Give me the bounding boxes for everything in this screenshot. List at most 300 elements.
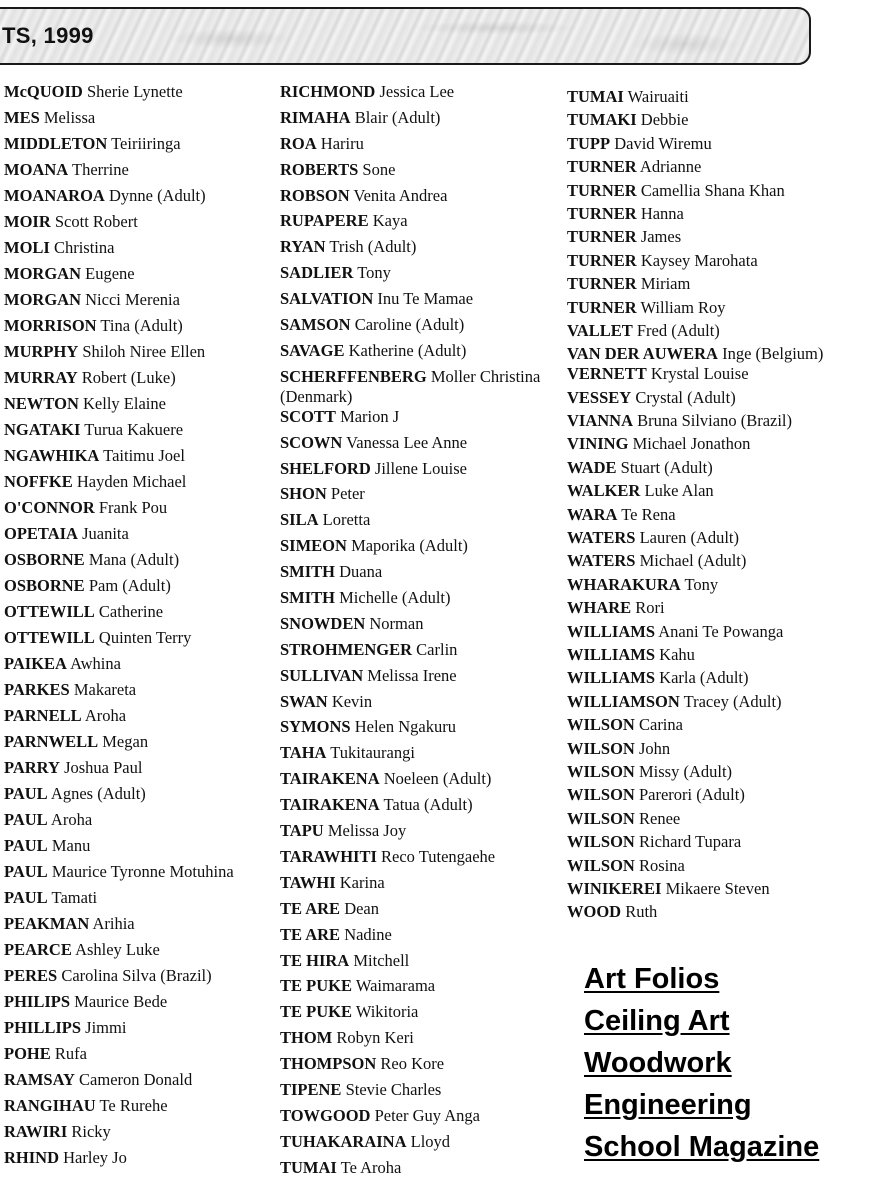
given-names: Taitimu Joel bbox=[103, 446, 185, 465]
surname: WILSON bbox=[567, 832, 635, 852]
name-entry bbox=[280, 367, 562, 407]
surname: SCHERFFENBERG bbox=[280, 366, 427, 386]
surname: MURPHY bbox=[4, 342, 79, 361]
given-names: Hariru bbox=[320, 133, 364, 153]
given-names: Wikitoria bbox=[355, 1002, 419, 1022]
surname: PAIKEA bbox=[4, 654, 67, 673]
given-names: Michael Jonathon bbox=[632, 434, 751, 454]
surname: RAMSAY bbox=[4, 1070, 75, 1089]
surname: PAUL bbox=[4, 862, 48, 881]
name-entry bbox=[567, 388, 885, 411]
given-names: Sone bbox=[362, 159, 396, 179]
name-entry bbox=[280, 211, 562, 237]
surname: TURNER bbox=[567, 227, 637, 247]
surname: TE PUKE bbox=[280, 1002, 352, 1022]
given-names: Blair (Adult) bbox=[354, 107, 441, 127]
surname: SYMONS bbox=[280, 717, 351, 737]
surname: PAUL bbox=[4, 836, 48, 855]
given-names: Reco Tutengaehe bbox=[381, 846, 496, 866]
given-names: Missy (Adult) bbox=[638, 761, 733, 781]
given-names: Maurice Bede bbox=[74, 992, 168, 1011]
name-entry bbox=[567, 879, 885, 902]
surname: SIMEON bbox=[280, 536, 347, 556]
given-names: Marion J bbox=[340, 406, 400, 426]
surname: RAWIRI bbox=[4, 1122, 68, 1141]
surname: SHELFORD bbox=[280, 458, 371, 478]
name-entry bbox=[280, 640, 562, 666]
given-names: Mikaere Steven bbox=[665, 878, 770, 898]
surname: VERNETT bbox=[567, 364, 647, 384]
name-entry bbox=[567, 785, 885, 808]
given-names: Miriam bbox=[640, 274, 691, 294]
surname: TUHAKARAINA bbox=[280, 1131, 407, 1151]
surname: WHARAKURA bbox=[567, 574, 681, 594]
given-names: Joshua Paul bbox=[64, 758, 143, 777]
surname: ROBSON bbox=[280, 185, 350, 205]
name-entry bbox=[567, 458, 885, 481]
given-names: Robert (Luke) bbox=[81, 368, 176, 387]
given-names: Hanna bbox=[640, 203, 684, 223]
name-entry bbox=[280, 951, 562, 977]
surname: OTTEWILL bbox=[4, 628, 95, 647]
name-entry bbox=[567, 274, 885, 297]
given-names: Scott Robert bbox=[54, 212, 138, 231]
header-banner bbox=[0, 7, 811, 65]
name-entry bbox=[567, 575, 885, 598]
given-names: Te Rena bbox=[621, 504, 676, 524]
name-entry bbox=[280, 769, 562, 795]
given-names: Awhina bbox=[70, 654, 121, 673]
name-entry bbox=[4, 160, 274, 186]
surname: TE PUKE bbox=[280, 976, 352, 996]
given-names: Fred (Adult) bbox=[636, 320, 720, 340]
name-entry bbox=[280, 847, 562, 873]
surname: TUMAKI bbox=[567, 110, 637, 130]
given-names: Karina bbox=[339, 872, 385, 892]
surname: PARNWELL bbox=[4, 732, 99, 751]
surname: PHILIPS bbox=[4, 992, 71, 1011]
name-entry bbox=[4, 732, 274, 758]
given-names: Karla (Adult) bbox=[659, 668, 749, 688]
given-names: Moller Christina (Denmark) bbox=[280, 366, 541, 406]
given-names: Jessica Lee bbox=[379, 82, 455, 101]
name-entry bbox=[280, 795, 562, 821]
given-names: Adrianne bbox=[639, 157, 702, 177]
name-entry bbox=[567, 110, 885, 133]
given-names: Aroha bbox=[50, 810, 93, 829]
name-entry bbox=[280, 1028, 562, 1054]
surname: TURNER bbox=[567, 297, 637, 317]
given-names: Kaya bbox=[372, 211, 408, 231]
given-names: Christina bbox=[53, 238, 115, 257]
given-names: Stuart (Adult) bbox=[620, 457, 713, 477]
given-names: Tamati bbox=[51, 888, 98, 907]
name-entry bbox=[280, 108, 562, 134]
given-names: Rori bbox=[635, 598, 665, 618]
surname: WINIKEREI bbox=[567, 878, 662, 898]
given-names: Inu Te Mamae bbox=[377, 289, 474, 309]
subject-link[interactable]: Engineering bbox=[584, 1089, 752, 1121]
given-names: Juanita bbox=[82, 524, 129, 543]
name-entry bbox=[4, 810, 274, 836]
given-names: Lloyd bbox=[410, 1131, 451, 1151]
given-names: Mitchell bbox=[353, 950, 410, 970]
name-entry bbox=[4, 420, 274, 446]
given-names: Michelle (Adult) bbox=[339, 588, 451, 608]
name-entry bbox=[567, 622, 885, 645]
name-entry bbox=[4, 550, 274, 576]
name-entry bbox=[4, 654, 274, 680]
given-names: Melissa Joy bbox=[327, 821, 407, 841]
subject-link[interactable]: Woodwork bbox=[584, 1047, 732, 1079]
surname: WADE bbox=[567, 457, 617, 477]
surname: WILLIAMSON bbox=[567, 691, 680, 711]
given-names: Makareta bbox=[73, 680, 137, 699]
given-names: Harley Jo bbox=[63, 1148, 127, 1167]
name-entry bbox=[567, 551, 885, 574]
name-entry bbox=[280, 821, 562, 847]
surname: SCOTT bbox=[280, 406, 336, 426]
given-names: Parerori (Adult) bbox=[638, 785, 745, 805]
surname: WILLIAMS bbox=[567, 668, 656, 688]
name-column-3 bbox=[567, 87, 885, 926]
name-entry bbox=[4, 628, 274, 654]
given-names: Tony bbox=[684, 574, 719, 594]
given-names: Tukitaurangi bbox=[330, 743, 415, 763]
given-names: Kaysey Marohata bbox=[640, 250, 758, 270]
name-entry bbox=[4, 316, 274, 342]
name-entry bbox=[280, 484, 562, 510]
page-title: TS, 1999 bbox=[2, 23, 94, 48]
surname: WILSON bbox=[567, 785, 635, 805]
given-names: Tony bbox=[357, 263, 391, 283]
surname: MOLI bbox=[4, 238, 50, 257]
name-entry bbox=[567, 505, 885, 528]
surname: POHE bbox=[4, 1044, 51, 1063]
name-entry bbox=[280, 1158, 562, 1184]
surname: MIDDLETON bbox=[4, 134, 108, 153]
name-entry bbox=[4, 498, 274, 524]
name-entry bbox=[280, 873, 562, 899]
surname: RHIND bbox=[4, 1148, 60, 1167]
surname: WALKER bbox=[567, 481, 641, 501]
surname: NEWTON bbox=[4, 394, 79, 413]
surname: TAWHI bbox=[280, 872, 336, 892]
given-names: Crystal (Adult) bbox=[635, 387, 736, 407]
surname: PAUL bbox=[4, 888, 48, 907]
given-names: Teiriiringa bbox=[111, 134, 181, 153]
name-entry bbox=[280, 562, 562, 588]
surname: SULLIVAN bbox=[280, 665, 364, 685]
given-names: Caroline (Adult) bbox=[354, 315, 465, 335]
surname: MOANAROA bbox=[4, 186, 105, 205]
given-names: Carina bbox=[638, 715, 683, 735]
name-entry bbox=[567, 87, 885, 110]
name-entry bbox=[280, 510, 562, 536]
given-names: Carolina Silva (Brazil) bbox=[61, 966, 212, 985]
surname: WARA bbox=[567, 504, 618, 524]
name-entry bbox=[567, 739, 885, 762]
given-names: Katherine (Adult) bbox=[348, 340, 467, 360]
surname: NOFFKE bbox=[4, 472, 73, 491]
name-entry bbox=[567, 157, 885, 180]
given-names: Reo Kore bbox=[380, 1054, 445, 1074]
surname: NGAWHIKA bbox=[4, 446, 100, 465]
surname: WILSON bbox=[567, 808, 635, 828]
given-names: Ashley Luke bbox=[75, 940, 160, 959]
name-entry bbox=[4, 394, 274, 420]
name-entry bbox=[4, 1070, 274, 1096]
name-entry bbox=[280, 1106, 562, 1132]
name-entry bbox=[4, 212, 274, 238]
given-names: Stevie Charles bbox=[345, 1079, 442, 1099]
name-entry bbox=[4, 134, 274, 160]
given-names: Luke Alan bbox=[644, 481, 714, 501]
given-names: Loretta bbox=[322, 510, 371, 530]
given-names: Lauren (Adult) bbox=[639, 528, 740, 548]
surname: RUPAPERE bbox=[280, 211, 369, 231]
surname: MES bbox=[4, 108, 40, 127]
name-entry bbox=[4, 238, 274, 264]
name-entry bbox=[280, 925, 562, 951]
surname: TE ARE bbox=[280, 898, 341, 918]
name-entry bbox=[280, 1080, 562, 1106]
surname: MORRISON bbox=[4, 316, 97, 335]
name-entry bbox=[280, 433, 562, 459]
given-names: Duana bbox=[339, 562, 383, 582]
name-entry bbox=[4, 602, 274, 628]
surname: WILSON bbox=[567, 761, 635, 781]
given-names: Pam (Adult) bbox=[88, 576, 171, 595]
name-entry bbox=[567, 528, 885, 551]
surname: PARNELL bbox=[4, 706, 82, 725]
surname: TUMAI bbox=[567, 87, 624, 106]
surname: TAHA bbox=[280, 743, 327, 763]
surname: SHON bbox=[280, 484, 327, 504]
name-entry bbox=[280, 263, 562, 289]
given-names: Wairuaiti bbox=[627, 87, 689, 106]
name-entry bbox=[4, 1122, 274, 1148]
name-entry bbox=[567, 481, 885, 504]
given-names: Rosina bbox=[638, 855, 685, 875]
given-names: Nadine bbox=[344, 924, 392, 944]
surname: VESSEY bbox=[567, 387, 632, 407]
surname: OSBORNE bbox=[4, 550, 85, 569]
surname: TOWGOOD bbox=[280, 1105, 371, 1125]
name-entry bbox=[4, 108, 274, 134]
given-names: Krystal Louise bbox=[650, 364, 749, 384]
name-entry bbox=[4, 290, 274, 316]
name-entry bbox=[4, 706, 274, 732]
surname: TUPP bbox=[567, 133, 611, 153]
surname: MOANA bbox=[4, 160, 69, 179]
name-entry bbox=[567, 762, 885, 785]
given-names: Agnes (Adult) bbox=[50, 784, 146, 803]
surname: TE ARE bbox=[280, 924, 341, 944]
surname: WILLIAMS bbox=[567, 621, 656, 641]
name-entry bbox=[4, 576, 274, 602]
name-entry bbox=[4, 342, 274, 368]
surname: SWAN bbox=[280, 691, 328, 711]
name-entry bbox=[4, 472, 274, 498]
given-names: Robyn Keri bbox=[336, 1028, 414, 1048]
given-names: Vanessa Lee Anne bbox=[346, 432, 468, 452]
name-entry bbox=[567, 227, 885, 250]
name-entry bbox=[280, 614, 562, 640]
surname: STROHMENGER bbox=[280, 639, 413, 659]
name-entry bbox=[4, 758, 274, 784]
surname: WILLIAMS bbox=[567, 644, 656, 664]
name-entry bbox=[280, 717, 562, 743]
name-entry bbox=[4, 784, 274, 810]
surname: WOOD bbox=[567, 902, 622, 922]
given-names: Richard Tupara bbox=[638, 832, 742, 852]
surname: SAMSON bbox=[280, 315, 351, 335]
given-names: Shiloh Niree Ellen bbox=[82, 342, 206, 361]
name-entry bbox=[280, 1132, 562, 1158]
name-entry bbox=[4, 1018, 274, 1044]
name-entry bbox=[567, 251, 885, 274]
surname: MURRAY bbox=[4, 368, 78, 387]
surname: TIPENE bbox=[280, 1079, 342, 1099]
surname: PEAKMAN bbox=[4, 914, 90, 933]
name-entry bbox=[280, 1002, 562, 1028]
surname: TAIRAKENA bbox=[280, 769, 380, 789]
surname: PARKES bbox=[4, 680, 70, 699]
surname: RYAN bbox=[280, 237, 326, 257]
given-names: Carlin bbox=[416, 639, 458, 659]
surname: TURNER bbox=[567, 274, 637, 294]
given-names: James bbox=[640, 227, 682, 247]
name-entry bbox=[280, 743, 562, 769]
surname: TAIRAKENA bbox=[280, 795, 380, 815]
surname: PAUL bbox=[4, 784, 48, 803]
name-entry bbox=[280, 536, 562, 562]
name-entry bbox=[567, 832, 885, 855]
surname: TURNER bbox=[567, 180, 637, 200]
name-entry bbox=[4, 82, 274, 108]
name-entry bbox=[567, 692, 885, 715]
name-entry bbox=[280, 692, 562, 718]
name-entry bbox=[567, 344, 885, 364]
surname: PEARCE bbox=[4, 940, 72, 959]
given-names: Turua Kakuere bbox=[84, 420, 184, 439]
surname: WATERS bbox=[567, 528, 636, 548]
given-names: Frank Pou bbox=[98, 498, 168, 517]
subject-link[interactable]: Ceiling Art bbox=[584, 1005, 730, 1037]
given-names: Trish (Adult) bbox=[329, 237, 417, 257]
given-names: Bruna Silviano (Brazil) bbox=[637, 411, 793, 431]
name-entry bbox=[4, 966, 274, 992]
surname: TURNER bbox=[567, 157, 637, 177]
given-names: Helen Ngakuru bbox=[354, 717, 456, 737]
surname: OTTEWILL bbox=[4, 602, 95, 621]
name-entry bbox=[280, 341, 562, 367]
given-names: Te Aroha bbox=[340, 1157, 402, 1177]
name-entry bbox=[280, 82, 562, 108]
surname: SCOWN bbox=[280, 432, 343, 452]
given-names: Peter bbox=[330, 484, 365, 504]
given-names: Kelly Elaine bbox=[83, 394, 166, 413]
given-names: Kevin bbox=[331, 691, 373, 711]
surname: TURNER bbox=[567, 250, 637, 270]
subject-link[interactable]: School Magazine bbox=[584, 1131, 820, 1163]
given-names: Waimarama bbox=[355, 976, 436, 996]
name-entry bbox=[4, 186, 274, 212]
name-entry bbox=[567, 668, 885, 691]
name-entry bbox=[567, 364, 885, 387]
surname: TE HIRA bbox=[280, 950, 350, 970]
surname: SADLIER bbox=[280, 263, 354, 283]
name-entry bbox=[567, 134, 885, 157]
surname: OPETAIA bbox=[4, 524, 78, 543]
surname: SMITH bbox=[280, 588, 336, 608]
name-column-1 bbox=[4, 82, 274, 1174]
surname: MOIR bbox=[4, 212, 51, 231]
name-entry bbox=[280, 666, 562, 692]
surname: WILSON bbox=[567, 738, 635, 758]
name-entry bbox=[280, 289, 562, 315]
surname: TARAWHITI bbox=[280, 846, 377, 866]
name-entry bbox=[4, 1148, 274, 1174]
surname: SALVATION bbox=[280, 289, 374, 309]
given-names: Nicci Merenia bbox=[85, 290, 180, 309]
name-entry bbox=[4, 1096, 274, 1122]
surname: RANGIHAU bbox=[4, 1096, 96, 1115]
surname: SAVAGE bbox=[280, 340, 345, 360]
surname: PHILLIPS bbox=[4, 1018, 82, 1037]
given-names: Anani Te Powanga bbox=[658, 621, 784, 641]
surname: MORGAN bbox=[4, 290, 81, 309]
name-entry bbox=[280, 588, 562, 614]
name-entry bbox=[280, 407, 562, 433]
given-names: Tina (Adult) bbox=[100, 316, 183, 335]
name-entry bbox=[280, 315, 562, 341]
surname: SILA bbox=[280, 510, 319, 530]
surname: TUMAI bbox=[280, 1157, 337, 1177]
surname: SNOWDEN bbox=[280, 613, 366, 633]
name-entry bbox=[280, 186, 562, 212]
name-column-2 bbox=[280, 82, 562, 1184]
given-names: Camellia Shana Khan bbox=[640, 180, 785, 200]
surname: NGATAKI bbox=[4, 420, 81, 439]
given-names: Hayden Michael bbox=[76, 472, 187, 491]
given-names: Norman bbox=[369, 613, 424, 633]
name-entry bbox=[4, 992, 274, 1018]
name-entry bbox=[4, 1044, 274, 1070]
subject-link[interactable]: Art Folios bbox=[584, 963, 720, 995]
given-names: Michael (Adult) bbox=[639, 551, 747, 571]
name-entry bbox=[4, 836, 274, 862]
given-names: Quinten Terry bbox=[98, 628, 192, 647]
name-entry bbox=[4, 446, 274, 472]
surname: WATERS bbox=[567, 551, 636, 571]
name-entry bbox=[280, 160, 562, 186]
surname: SMITH bbox=[280, 562, 336, 582]
given-names: Megan bbox=[102, 732, 149, 751]
given-names: Maporika (Adult) bbox=[351, 536, 468, 556]
surname: VINING bbox=[567, 434, 629, 454]
name-entry bbox=[567, 181, 885, 204]
given-names: William Roy bbox=[640, 297, 726, 317]
name-entry bbox=[567, 902, 885, 925]
given-names: David Wiremu bbox=[614, 133, 712, 153]
given-names: Melissa bbox=[43, 108, 96, 127]
surname: TURNER bbox=[567, 203, 637, 223]
surname: RIMAHA bbox=[280, 107, 351, 127]
surname: PARRY bbox=[4, 758, 60, 777]
name-entry bbox=[4, 940, 274, 966]
